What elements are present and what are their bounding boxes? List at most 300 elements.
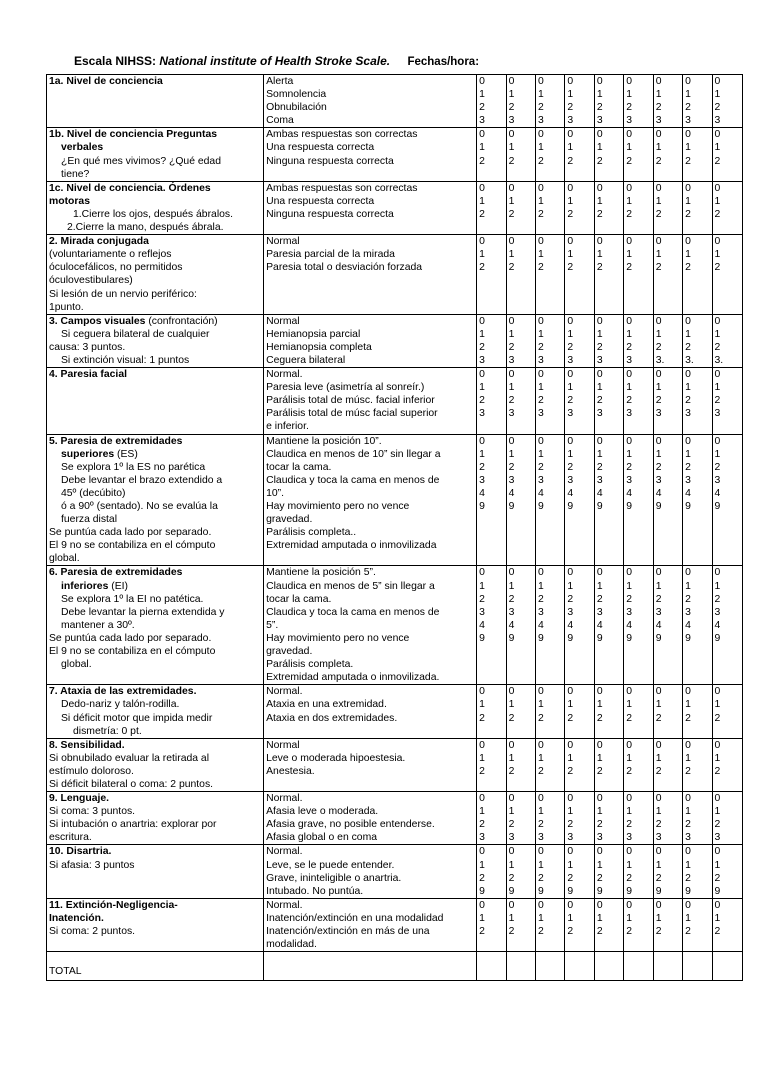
score-value[interactable]: 2	[626, 395, 633, 407]
score-value[interactable]: 3	[685, 832, 691, 844]
score-value[interactable]: 1	[714, 89, 721, 101]
score-value[interactable]: 4	[596, 619, 603, 631]
score-value[interactable]: 0	[567, 846, 574, 858]
score-value[interactable]: 0	[626, 129, 633, 141]
score-value[interactable]: 2	[479, 461, 485, 473]
score-value[interactable]: 2	[685, 341, 691, 353]
score-value[interactable]: 9	[508, 501, 515, 512]
total-score-cell[interactable]	[536, 952, 565, 981]
score-value[interactable]: 2	[714, 395, 721, 407]
score-value[interactable]: 0	[655, 182, 662, 194]
score-value[interactable]: 0	[538, 182, 544, 194]
score-value[interactable]: 3	[714, 606, 721, 618]
score-value[interactable]: 0	[508, 435, 515, 447]
score-value[interactable]: 2	[685, 262, 691, 274]
score-value[interactable]: 2	[655, 262, 662, 274]
score-value[interactable]: 0	[538, 567, 544, 579]
score-value[interactable]: 1	[655, 699, 662, 711]
score-value[interactable]: 2	[538, 102, 544, 114]
score-value[interactable]: 1	[538, 328, 544, 340]
score-value[interactable]: 2	[508, 461, 515, 473]
score-value[interactable]: 0	[479, 567, 485, 579]
total-score-cell[interactable]	[594, 952, 623, 981]
score-value[interactable]: 1	[685, 448, 691, 460]
score-value[interactable]: 9	[626, 501, 633, 512]
score-value[interactable]: 2	[479, 819, 485, 831]
score-value[interactable]: 1	[626, 859, 633, 871]
score-value[interactable]: 4	[685, 487, 691, 499]
score-value[interactable]: 1	[567, 328, 574, 340]
score-value[interactable]: 2	[508, 262, 515, 274]
score-value[interactable]: 0	[655, 76, 662, 87]
score-value[interactable]: 2	[508, 341, 515, 353]
score-value[interactable]: 2	[479, 593, 485, 605]
score-value[interactable]: 4	[655, 619, 662, 631]
score-value[interactable]: 1	[567, 859, 574, 871]
score-value[interactable]: 0	[567, 369, 574, 381]
score-value[interactable]: 2	[596, 102, 603, 114]
score-value[interactable]: 4	[479, 619, 485, 631]
score-value[interactable]: 0	[685, 129, 691, 141]
score-value[interactable]: 2	[685, 593, 691, 605]
score-value[interactable]: 0	[538, 129, 544, 141]
score-value[interactable]: 2	[538, 819, 544, 831]
score-value[interactable]: 1	[626, 912, 633, 924]
score-value[interactable]: 3	[626, 832, 633, 844]
score-value[interactable]: 0	[714, 76, 721, 87]
score-value[interactable]: 9	[479, 632, 485, 644]
score-value[interactable]: 2	[538, 341, 544, 353]
score-value[interactable]: 4	[508, 487, 515, 499]
score-value[interactable]: 1	[479, 89, 485, 101]
score-value[interactable]: 2	[685, 102, 691, 114]
score-value[interactable]: 0	[714, 739, 721, 751]
score-value[interactable]: 9	[685, 885, 691, 897]
score-value[interactable]: 2	[479, 262, 485, 274]
score-value[interactable]: 2	[596, 208, 603, 220]
score-value[interactable]: 1	[479, 382, 485, 394]
score-value[interactable]: 2	[479, 765, 485, 777]
score-value[interactable]: 2	[596, 341, 603, 353]
score-value[interactable]: 1	[685, 912, 691, 924]
score-value[interactable]: 1	[655, 912, 662, 924]
score-value[interactable]: 0	[567, 739, 574, 751]
score-value[interactable]: 1	[479, 859, 485, 871]
score-value[interactable]: 1	[567, 382, 574, 394]
score-value[interactable]: 0	[479, 739, 485, 751]
score-value[interactable]: 0	[685, 369, 691, 381]
score-value[interactable]: 1	[655, 89, 662, 101]
score-value[interactable]: 0	[538, 369, 544, 381]
score-value[interactable]: 3	[626, 354, 633, 366]
score-value[interactable]: 2	[508, 926, 515, 937]
score-value[interactable]: 1	[538, 752, 544, 764]
score-value[interactable]: 3	[685, 408, 691, 420]
score-value[interactable]: 2	[655, 765, 662, 777]
score-value[interactable]: 1	[655, 580, 662, 592]
score-value[interactable]: 1	[714, 448, 721, 460]
score-value[interactable]: 2	[685, 872, 691, 884]
score-value[interactable]: 3.	[655, 354, 665, 366]
score-value[interactable]: 0	[626, 793, 633, 805]
score-value[interactable]: 1	[685, 249, 691, 261]
score-value[interactable]: 1	[596, 142, 603, 154]
score-value[interactable]: 3	[567, 832, 574, 844]
score-value[interactable]: 2	[714, 819, 721, 831]
score-value[interactable]: 1	[508, 912, 515, 924]
score-value[interactable]: 0	[685, 435, 691, 447]
score-value[interactable]: 0	[596, 129, 603, 141]
score-value[interactable]: 0	[685, 899, 691, 911]
score-value[interactable]: 3	[479, 606, 485, 618]
score-value[interactable]: 1	[567, 752, 574, 764]
score-value[interactable]: 0	[508, 76, 515, 87]
score-value[interactable]: 0	[714, 236, 721, 248]
score-value[interactable]: 2	[626, 461, 633, 473]
score-value[interactable]: 0	[626, 846, 633, 858]
score-value[interactable]: 2	[479, 395, 485, 407]
score-value[interactable]: 1	[567, 195, 574, 207]
score-value[interactable]: 1	[567, 249, 574, 261]
score-value[interactable]: 3	[479, 115, 485, 127]
score-value[interactable]: 2	[508, 395, 515, 407]
score-value[interactable]: 3	[508, 115, 515, 127]
score-value[interactable]: 1	[596, 195, 603, 207]
score-value[interactable]: 2	[655, 926, 662, 937]
score-value[interactable]: 0	[508, 369, 515, 381]
score-value[interactable]: 2	[538, 461, 544, 473]
score-value[interactable]: 0	[655, 739, 662, 751]
total-score-cell[interactable]	[624, 952, 653, 981]
score-value[interactable]: 9	[655, 501, 662, 512]
score-value[interactable]: 2	[508, 593, 515, 605]
score-value[interactable]: 0	[596, 793, 603, 805]
score-value[interactable]: 3	[655, 832, 662, 844]
score-value[interactable]: 2	[714, 765, 721, 777]
score-value[interactable]: 1	[626, 806, 633, 818]
score-value[interactable]: 0	[714, 182, 721, 194]
score-value[interactable]: 0	[596, 567, 603, 579]
score-value[interactable]: 2	[567, 102, 574, 114]
score-value[interactable]: 0	[626, 686, 633, 698]
score-value[interactable]: 0	[655, 315, 662, 327]
score-value[interactable]: 3	[567, 474, 574, 486]
score-value[interactable]: 0	[685, 739, 691, 751]
score-value[interactable]: 9	[479, 885, 485, 897]
score-value[interactable]: 2	[538, 926, 544, 937]
score-value[interactable]: 1	[479, 195, 485, 207]
score-value[interactable]: 2	[479, 712, 485, 724]
score-value[interactable]: 1	[508, 249, 515, 261]
score-value[interactable]: 9	[596, 501, 603, 512]
score-value[interactable]: 3	[479, 408, 485, 420]
score-value[interactable]: 3	[714, 408, 721, 420]
score-value[interactable]: 0	[714, 567, 721, 579]
score-value[interactable]: 2	[655, 712, 662, 724]
score-value[interactable]: 3	[714, 474, 721, 486]
score-value[interactable]: 1	[685, 89, 691, 101]
score-value[interactable]: 9	[538, 501, 544, 512]
score-value[interactable]: 3	[508, 606, 515, 618]
score-value[interactable]: 4	[596, 487, 603, 499]
score-value[interactable]: 9	[567, 632, 574, 644]
score-value[interactable]: 1	[714, 382, 721, 394]
score-value[interactable]: 1	[538, 382, 544, 394]
score-value[interactable]: 4	[714, 619, 721, 631]
score-value[interactable]: 1	[596, 328, 603, 340]
score-value[interactable]: 2	[685, 155, 691, 167]
score-value[interactable]: 3	[685, 474, 691, 486]
score-value[interactable]: 0	[626, 369, 633, 381]
score-value[interactable]: 1	[655, 382, 662, 394]
score-value[interactable]: 1	[596, 806, 603, 818]
score-value[interactable]: 2	[479, 341, 485, 353]
score-value[interactable]: 2	[626, 208, 633, 220]
score-value[interactable]: 9	[538, 632, 544, 644]
score-value[interactable]: 0	[567, 686, 574, 698]
score-value[interactable]: 1	[655, 448, 662, 460]
score-value[interactable]: 1	[479, 806, 485, 818]
total-score-cell[interactable]	[565, 952, 594, 981]
score-value[interactable]: 0	[508, 899, 515, 911]
score-value[interactable]: 2	[714, 208, 721, 220]
score-value[interactable]: 2	[714, 712, 721, 724]
score-value[interactable]: 3.	[685, 354, 694, 366]
score-value[interactable]: 3	[508, 474, 515, 486]
score-value[interactable]: 0	[479, 899, 485, 911]
score-value[interactable]: 1	[655, 806, 662, 818]
score-value[interactable]: 2	[567, 872, 574, 884]
score-value[interactable]: 1	[685, 699, 691, 711]
score-value[interactable]: 0	[685, 793, 691, 805]
score-value[interactable]: 1	[655, 142, 662, 154]
score-value[interactable]: 2	[655, 341, 662, 353]
score-value[interactable]: 1	[508, 806, 515, 818]
score-value[interactable]: 1	[626, 580, 633, 592]
score-value[interactable]: 0	[714, 793, 721, 805]
score-value[interactable]: 1	[538, 699, 544, 711]
score-value[interactable]: 1	[655, 752, 662, 764]
score-value[interactable]: 2	[714, 872, 721, 884]
score-value[interactable]: 1	[714, 142, 721, 154]
score-value[interactable]: 0	[538, 739, 544, 751]
score-value[interactable]: 3	[538, 474, 544, 486]
score-value[interactable]: 4	[626, 619, 633, 631]
score-value[interactable]: 1	[685, 195, 691, 207]
score-value[interactable]: 4	[655, 487, 662, 499]
score-value[interactable]: 0	[538, 315, 544, 327]
score-value[interactable]: 3	[567, 115, 574, 127]
score-value[interactable]: 3	[538, 408, 544, 420]
score-value[interactable]: 9	[655, 632, 662, 644]
score-value[interactable]: 0	[567, 567, 574, 579]
score-value[interactable]: 0	[567, 793, 574, 805]
score-value[interactable]: 2	[714, 593, 721, 605]
score-value[interactable]: 2	[508, 819, 515, 831]
score-value[interactable]: 3	[567, 354, 574, 366]
score-value[interactable]: 0	[479, 435, 485, 447]
score-value[interactable]: 1	[626, 382, 633, 394]
score-value[interactable]: 0	[714, 899, 721, 911]
score-value[interactable]: 1	[538, 448, 544, 460]
score-value[interactable]: 2	[538, 712, 544, 724]
score-value[interactable]: 1	[538, 580, 544, 592]
score-value[interactable]: 0	[626, 182, 633, 194]
score-value[interactable]: 0	[626, 315, 633, 327]
score-value[interactable]: 2	[479, 208, 485, 220]
score-value[interactable]: 1	[567, 580, 574, 592]
score-value[interactable]: 0	[626, 739, 633, 751]
score-value[interactable]: 1	[567, 448, 574, 460]
score-value[interactable]: 9	[538, 885, 544, 897]
score-value[interactable]: 9	[508, 885, 515, 897]
score-value[interactable]: 2	[596, 593, 603, 605]
score-value[interactable]: 1	[479, 328, 485, 340]
score-value[interactable]: 1	[714, 699, 721, 711]
score-value[interactable]: 0	[685, 76, 691, 87]
score-value[interactable]: 3	[685, 115, 691, 127]
score-value[interactable]: 1	[655, 328, 662, 340]
score-value[interactable]: 3	[508, 354, 515, 366]
score-value[interactable]: 1	[626, 328, 633, 340]
score-value[interactable]: 3	[538, 115, 544, 127]
score-value[interactable]: 1	[508, 195, 515, 207]
score-value[interactable]: 1	[479, 249, 485, 261]
score-value[interactable]: 3	[567, 408, 574, 420]
score-value[interactable]: 0	[596, 846, 603, 858]
score-value[interactable]: 0	[508, 182, 515, 194]
score-value[interactable]: 9	[596, 885, 603, 897]
score-value[interactable]: 0	[655, 369, 662, 381]
score-value[interactable]: 0	[508, 315, 515, 327]
score-value[interactable]: 2	[685, 926, 691, 937]
score-value[interactable]: 1	[655, 249, 662, 261]
score-value[interactable]: 1	[567, 806, 574, 818]
score-value[interactable]: 2	[626, 262, 633, 274]
score-value[interactable]: 0	[596, 236, 603, 248]
score-value[interactable]: 3	[508, 832, 515, 844]
score-value[interactable]: 9	[508, 632, 515, 644]
score-value[interactable]: 2	[714, 926, 721, 937]
total-score-cell[interactable]	[683, 952, 712, 981]
score-value[interactable]: 0	[655, 567, 662, 579]
score-value[interactable]: 0	[626, 76, 633, 87]
score-value[interactable]: 1	[596, 448, 603, 460]
score-value[interactable]: 1	[714, 912, 721, 924]
score-value[interactable]: 1	[538, 859, 544, 871]
score-value[interactable]: 4	[567, 487, 574, 499]
score-value[interactable]: 1	[508, 859, 515, 871]
score-value[interactable]: 2	[479, 872, 485, 884]
score-value[interactable]: 1	[479, 142, 485, 154]
score-value[interactable]: 3	[567, 606, 574, 618]
score-value[interactable]: 4	[538, 619, 544, 631]
score-value[interactable]: 0	[479, 236, 485, 248]
score-value[interactable]: 1	[538, 89, 544, 101]
score-value[interactable]: 2	[685, 765, 691, 777]
score-value[interactable]: 1	[479, 752, 485, 764]
score-value[interactable]: 2	[538, 262, 544, 274]
score-value[interactable]: 1	[538, 806, 544, 818]
score-value[interactable]: 1	[596, 859, 603, 871]
score-value[interactable]: 1	[479, 912, 485, 924]
score-value[interactable]: 1	[714, 806, 721, 818]
score-value[interactable]: 3	[714, 115, 721, 127]
score-value[interactable]: 4	[567, 619, 574, 631]
score-value[interactable]: 0	[479, 793, 485, 805]
score-value[interactable]: 2	[596, 461, 603, 473]
score-value[interactable]: 0	[567, 236, 574, 248]
score-value[interactable]: 1	[508, 142, 515, 154]
score-value[interactable]: 3	[596, 354, 603, 366]
score-value[interactable]: 3	[596, 606, 603, 618]
score-value[interactable]: 2	[685, 208, 691, 220]
score-value[interactable]: 2	[479, 926, 485, 937]
score-value[interactable]: 0	[479, 129, 485, 141]
score-value[interactable]: 0	[508, 793, 515, 805]
score-value[interactable]: 0	[479, 315, 485, 327]
score-value[interactable]: 0	[508, 129, 515, 141]
score-value[interactable]: 9	[479, 501, 485, 512]
score-value[interactable]: 2	[567, 395, 574, 407]
score-value[interactable]: 0	[596, 686, 603, 698]
score-value[interactable]: 3	[596, 115, 603, 127]
score-value[interactable]: 1	[508, 580, 515, 592]
score-value[interactable]: 2	[567, 593, 574, 605]
score-value[interactable]: 0	[714, 369, 721, 381]
score-value[interactable]: 0	[479, 686, 485, 698]
score-value[interactable]: 2	[479, 102, 485, 114]
score-value[interactable]: 0	[508, 686, 515, 698]
score-value[interactable]: 1	[508, 699, 515, 711]
score-value[interactable]: 1	[538, 142, 544, 154]
score-value[interactable]: 0	[508, 567, 515, 579]
score-value[interactable]: 2	[508, 712, 515, 724]
score-value[interactable]: 0	[508, 236, 515, 248]
score-value[interactable]: 3	[596, 832, 603, 844]
score-value[interactable]: 4	[714, 487, 721, 499]
score-value[interactable]: 1	[714, 249, 721, 261]
score-value[interactable]: 3	[538, 832, 544, 844]
score-value[interactable]: 9	[596, 632, 603, 644]
score-value[interactable]: 2	[626, 819, 633, 831]
score-value[interactable]: 2	[655, 593, 662, 605]
score-value[interactable]: 2	[714, 341, 721, 353]
score-value[interactable]: 1	[567, 89, 574, 101]
score-value[interactable]: 0	[655, 846, 662, 858]
score-value[interactable]: 1	[538, 195, 544, 207]
score-value[interactable]: 0	[538, 76, 544, 87]
score-value[interactable]: 2	[685, 819, 691, 831]
score-value[interactable]: 4	[538, 487, 544, 499]
score-value[interactable]: 2	[655, 395, 662, 407]
score-value[interactable]: 2	[479, 155, 485, 167]
score-value[interactable]: 2	[567, 819, 574, 831]
score-value[interactable]: 2	[626, 341, 633, 353]
score-value[interactable]: 2	[655, 461, 662, 473]
score-value[interactable]: 3	[714, 832, 721, 844]
score-value[interactable]: 1	[508, 752, 515, 764]
score-value[interactable]: 0	[538, 435, 544, 447]
score-value[interactable]: 3	[655, 115, 662, 127]
score-value[interactable]: 2	[596, 712, 603, 724]
score-value[interactable]: 2	[714, 262, 721, 274]
score-value[interactable]: 1	[479, 448, 485, 460]
score-value[interactable]: 0	[508, 846, 515, 858]
score-value[interactable]: 2	[596, 872, 603, 884]
score-value[interactable]: 0	[538, 686, 544, 698]
score-value[interactable]: 2	[626, 102, 633, 114]
